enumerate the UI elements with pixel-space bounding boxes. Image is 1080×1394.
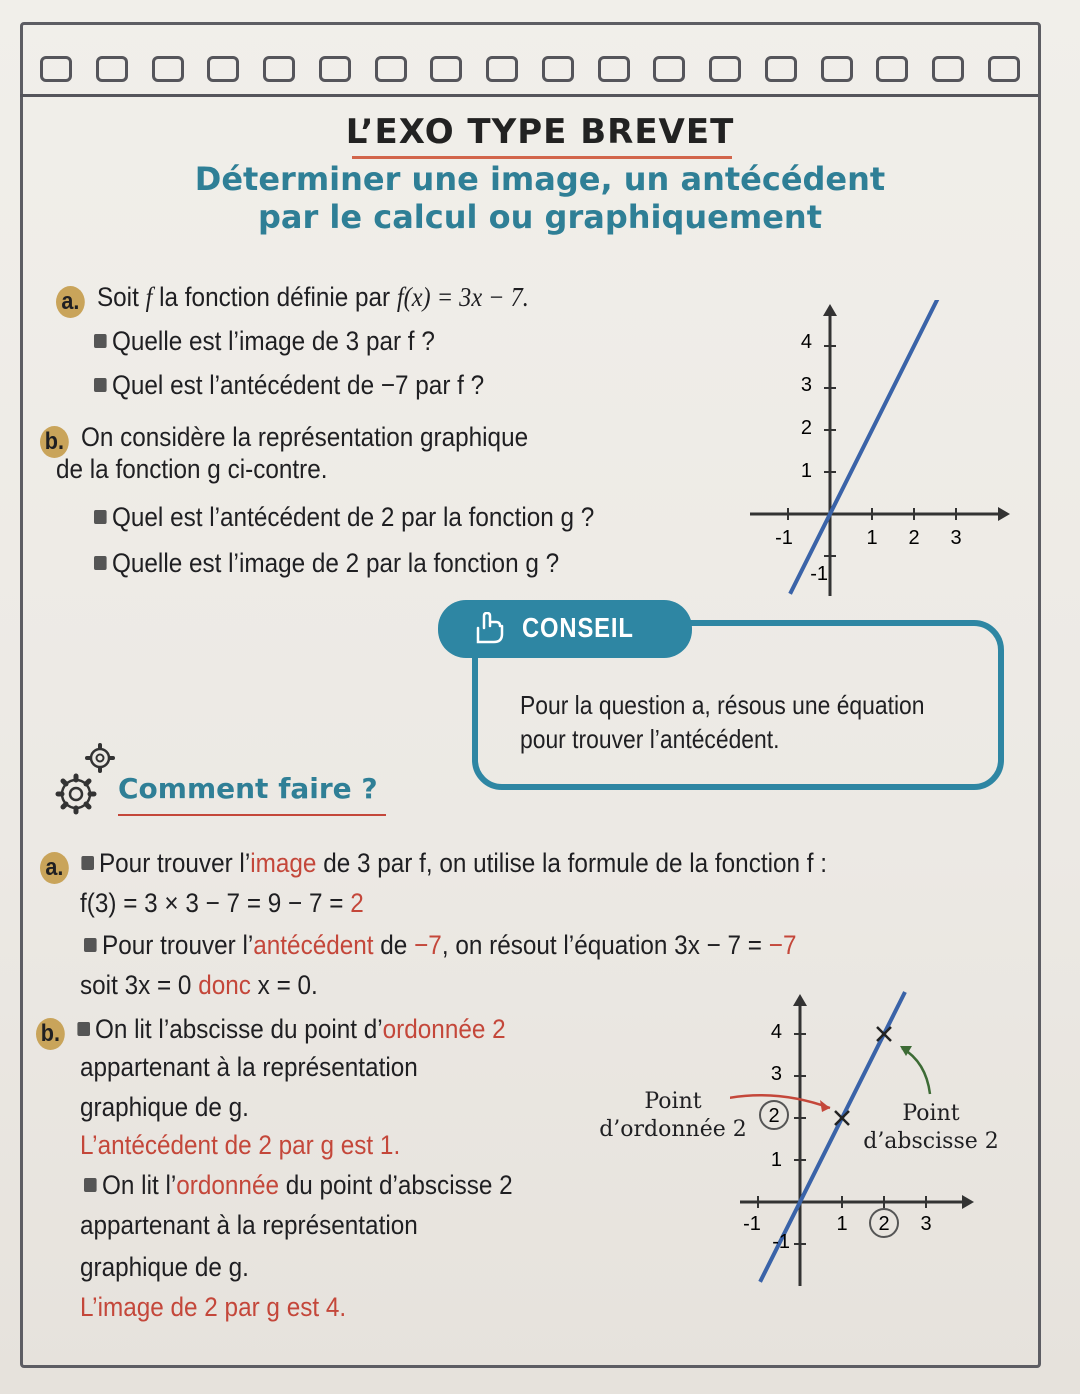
question-b-intro-1: b. On considère la représentation graphique — [40, 420, 528, 458]
label-point-ordonnee: Point d’ordonnée 2 — [599, 1089, 747, 1142]
graph-top-ylabel-minus1: -1 — [810, 563, 828, 585]
bullet-icon — [94, 556, 107, 570]
graph-bottom-xlabel-3: 3 — [920, 1213, 932, 1235]
howto-b-line-2: appartenant à la représentation — [80, 1052, 418, 1082]
bullet-icon — [94, 378, 107, 392]
howto-b-line-6: graphique de g. — [80, 1252, 249, 1282]
howto-b-line-4: On lit l’ordonnée du point d’abscisse 2 — [84, 1168, 513, 1202]
badge-howto-b: b. — [36, 1018, 65, 1050]
bullet-icon — [77, 1022, 90, 1036]
graph-top-ylabel-3: 3 — [800, 374, 812, 396]
bullet-icon — [94, 510, 107, 524]
graph-bottom-ylabel-1: 1 — [770, 1149, 782, 1171]
arrow-head-red — [820, 1100, 830, 1112]
question-b-1: Quel est l’antécédent de 2 par la fonction g ? — [94, 500, 594, 534]
question-a-intro: a. Soit f la fonction définie par f(x) = 3x − 7. — [56, 280, 529, 318]
howto-b-line-3: graphique de g. — [80, 1092, 249, 1122]
howto-b-answer-1: L’antécédent de 2 par g est 1. — [80, 1130, 401, 1160]
howto-a-line-2: f(3) = 3 × 3 − 7 = 9 − 7 = 2 — [80, 888, 364, 918]
graph-top-xlabel-1: 1 — [866, 527, 878, 549]
graph-top-xlabel-minus1: -1 — [775, 527, 793, 549]
section-kicker: L’EXO TYPE BREVET — [345, 112, 735, 152]
howto-b-line-1: b. On lit l’abscisse du point d’ordonnée 2 — [36, 1012, 506, 1050]
bullet-icon — [81, 856, 94, 870]
badge-b: b. — [40, 426, 69, 458]
howto-a-line-3: Pour trouver l’antécédent de −7, on résout l’équation 3x − 7 = −7 — [84, 928, 796, 962]
pointing-hand-icon — [472, 612, 512, 648]
howto-b-answer-2: L’image de 2 par g est 4. — [80, 1292, 347, 1322]
badge-a: a. — [56, 286, 85, 318]
film-strip — [40, 56, 1020, 86]
howto-underline — [118, 814, 386, 816]
graph-bottom-xlabel-1: 1 — [836, 1213, 848, 1235]
film-strip-rule — [20, 94, 1038, 97]
howto-b-line-5: appartenant à la représentation — [80, 1210, 418, 1240]
question-b-2: Quelle est l’image de 2 par la fonction g ? — [94, 546, 559, 580]
badge-howto-a: a. — [40, 852, 69, 884]
label-point-abscisse: Point d’abscisse 2 — [863, 1101, 999, 1154]
graph-bottom-ylabel-3: 3 — [770, 1063, 782, 1085]
graph-bottom-xlabel-minus1: -1 — [743, 1213, 761, 1235]
graph-bottom-ylabel-2: 2 — [768, 1105, 780, 1127]
graph-top-line — [790, 300, 941, 594]
graph-bottom-ylabel-4: 4 — [770, 1021, 782, 1043]
graph-top — [740, 300, 1010, 600]
graph-top-ylabel-4: 4 — [800, 331, 812, 353]
gears-icon — [50, 740, 120, 820]
bullet-icon — [84, 1178, 97, 1192]
question-a-1: Quelle est l’image de 3 par f ? — [94, 324, 435, 358]
graph-top-ylabel-1: 1 — [800, 460, 812, 482]
graph-top-xlabel-2: 2 — [908, 527, 920, 549]
kicker-underline — [352, 156, 732, 159]
question-b-intro-2: de la fonction g ci-contre. — [56, 454, 328, 484]
graph-top-xlabel-3: 3 — [950, 527, 962, 549]
graph-bottom-ylabel-minus1: -1 — [772, 1231, 790, 1253]
howto-a-line-4: soit 3x = 0 donc x = 0. — [80, 970, 318, 1000]
bullet-icon — [94, 334, 107, 348]
title-line-2: par le calcul ou graphiquement — [258, 198, 822, 236]
question-a-2: Quel est l’antécédent de −7 par f ? — [94, 368, 484, 402]
title-line-1: Déterminer une image, un antécédent — [194, 160, 886, 198]
conseil-tab — [438, 600, 692, 658]
howto-title: Comment faire ? — [118, 772, 378, 805]
bullet-icon — [84, 938, 97, 952]
graph-top-ylabel-2: 2 — [800, 417, 812, 439]
howto-a-line-1: a. Pour trouver l’image de 3 par f, on utilise la formule de la fonction f : — [40, 846, 827, 884]
graph-bottom-xlabel-2: 2 — [878, 1213, 890, 1235]
conseil-label: CONSEIL — [522, 612, 634, 643]
conseil-text: Pour la question a, résous une équation pour trouver l’antécédent. — [520, 690, 925, 754]
